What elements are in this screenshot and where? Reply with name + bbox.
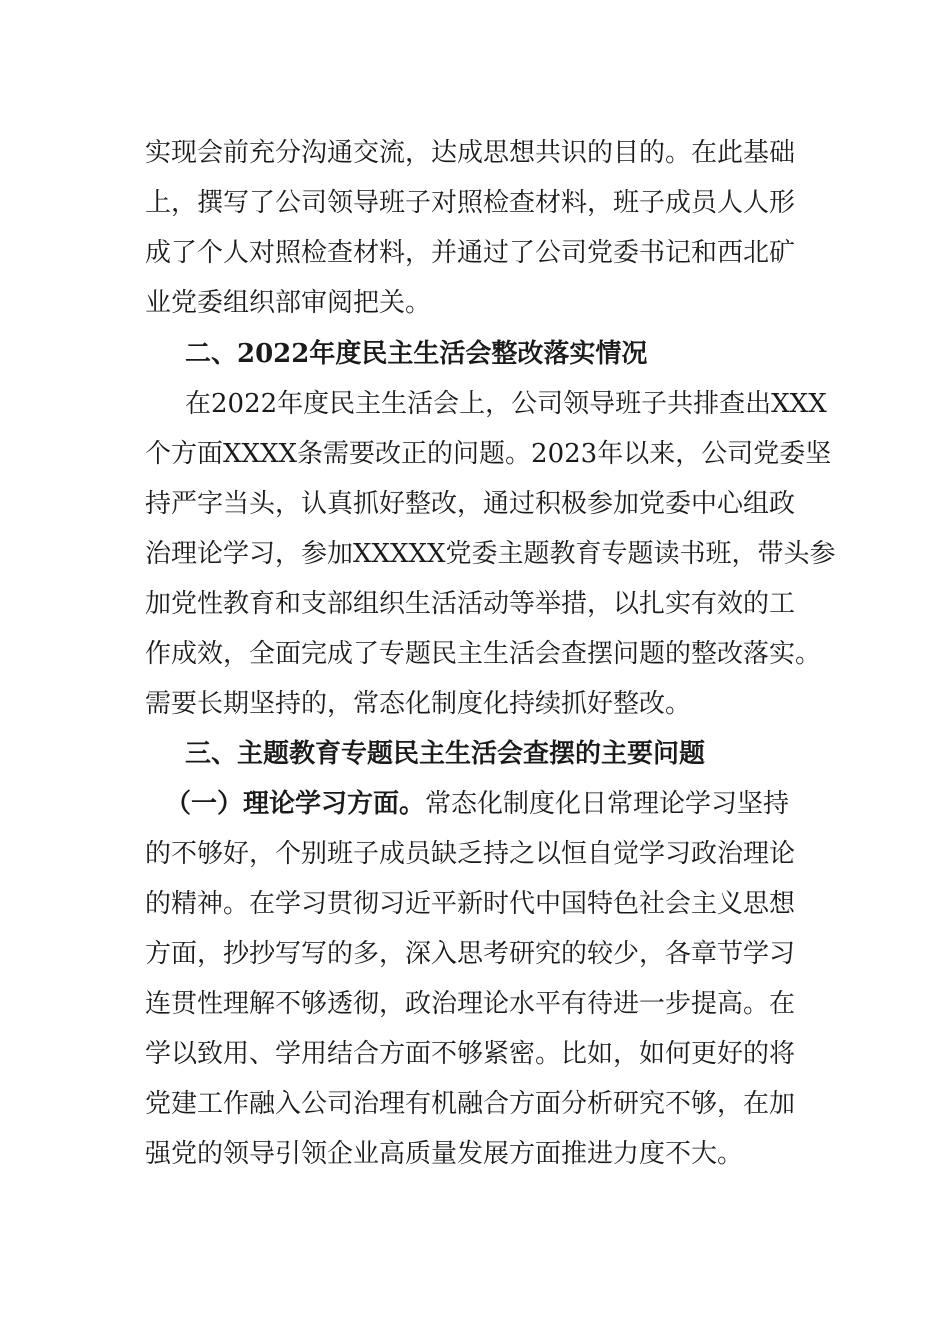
paragraph-line: 上，撰写了公司领导班子对照检查材料，班子成员人人形	[145, 188, 796, 218]
paragraph-line: 的精神。在学习贯彻习近平新时代中国特色社会主义思想	[145, 889, 796, 919]
paragraph-line: 的不够好，个别班子成员缺乏持之以恒自觉学习政治理论	[145, 839, 796, 869]
paragraph-line: 作成效，全面完成了专题民主生活会查摆问题的整改落实。	[145, 639, 822, 669]
section-heading-3: 三、主题教育专题民主生活会查摆的主要问题	[185, 739, 706, 769]
paragraph-line: 党建工作融入公司治理有机融合方面分析研究不够，在加	[145, 1089, 796, 1119]
paragraph-line: 治理论学习，参加XXXXX党委主题教育专题读书班，带头参	[145, 539, 836, 569]
paragraph-line	[165, 784, 810, 824]
paragraph-line: 在2022年度民主生活会上，公司领导班子共排查出XXX	[185, 389, 827, 419]
section-heading-2: 二、2022年度民主生活会整改落实情况	[185, 339, 648, 369]
paragraph-line: 加党性教育和支部组织生活活动等举措，以扎实有效的工	[145, 589, 796, 619]
paragraph-line: 学以致用、学用结合方面不够紧密。比如，如何更好的将	[145, 1039, 796, 1069]
paragraph-line: 需要长期坚持的，常态化制度化持续抓好整改。	[145, 689, 692, 719]
paragraph-line: 持严字当头，认真抓好整改，通过积极参加党委中心组政	[145, 489, 796, 519]
paragraph-line: 个方面XXXX条需要改正的问题。2023年以来，公司党委坚	[145, 439, 832, 469]
paragraph-line: 方面，抄抄写写的多，深入思考研究的较少，各章节学习	[145, 939, 796, 969]
paragraph-line: 连贯性理解不够透彻，政治理论水平有待进一步提高。在	[145, 989, 796, 1019]
paragraph-line: 业党委组织部审阅把关。	[145, 288, 432, 318]
paragraph-line: 成了个人对照检查材料，并通过了公司党委书记和西北矿	[145, 238, 796, 268]
paragraph-line: 实现会前充分沟通交流，达成思想共识的目的。在此基础	[145, 138, 796, 168]
subsection-lead: （一）理论学习方面。	[165, 789, 426, 819]
paragraph-text: 常态化制度化日常理论学习坚持	[425, 789, 790, 819]
paragraph-line: 强党的领导引领企业高质量发展方面推进力度不大。	[145, 1139, 744, 1169]
